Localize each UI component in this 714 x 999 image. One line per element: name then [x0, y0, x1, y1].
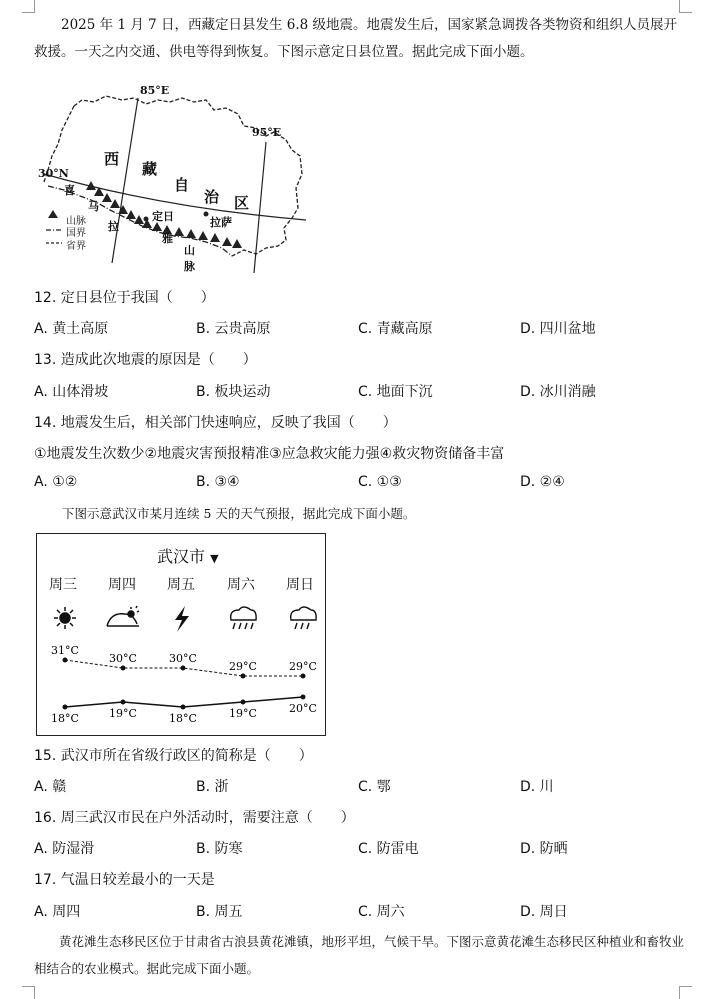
day-label: 周五 — [167, 577, 195, 593]
corner-mark — [22, 986, 35, 999]
q15-option-a[interactable]: A. 赣 — [34, 779, 67, 795]
forecast-graphic — [37, 534, 325, 735]
corner-mark — [679, 986, 692, 999]
rain-icon — [231, 607, 256, 629]
sun-icon — [54, 607, 76, 629]
low-temp-label: 20°C — [289, 702, 317, 715]
region-label-char: 区 — [234, 194, 250, 212]
q13-option-c[interactable]: C. 地面下沉 — [358, 384, 433, 400]
dropdown-arrow-icon[interactable]: ▼ — [210, 552, 219, 565]
city-name: 武汉市 — [157, 547, 206, 566]
mountain-label-char: 脉 — [184, 260, 195, 273]
q12-option-d[interactable]: D. 四川盆地 — [520, 321, 596, 337]
region-label-char: 藏 — [142, 160, 158, 178]
q17-option-c[interactable]: C. 周六 — [358, 904, 405, 920]
dingri-label: 定日 — [152, 210, 174, 223]
low-temp-point — [181, 705, 186, 710]
q17-option-d[interactable]: D. 周日 — [520, 904, 568, 920]
lhasa-dot — [204, 212, 209, 217]
question-15: 15. 武汉市所在省级行政区的简称是（ ） — [34, 748, 313, 764]
high-temp-point — [301, 674, 306, 679]
mountain-label-char: 喜 — [64, 184, 75, 197]
lightning-icon — [175, 606, 189, 632]
dingri-dot — [144, 217, 149, 222]
lon-95-label: 95°E — [252, 126, 282, 139]
q14-option-d[interactable]: D. ②④ — [520, 474, 565, 490]
question-16: 16. 周三武汉市民在户外活动时，需要注意（ ） — [34, 810, 355, 826]
legend-border-label: 国界 — [66, 228, 86, 239]
legend-mountain-label: 山脉 — [66, 216, 86, 227]
high-temp-point — [241, 674, 246, 679]
q14-option-a[interactable]: A. ①② — [34, 474, 78, 490]
intro-paragraph-3: 黄花滩生态移民区位于甘肃省古浪县黄花滩镇，地形平坦，气候干旱。下图示意黄花滩生态移民区种植业和畜牧业相结合的农业模式。据此完成下面小题。 — [34, 934, 685, 976]
low-temp-label: 18°C — [169, 712, 197, 725]
low-temp-label: 18°C — [51, 712, 79, 725]
lat-30-label: 30°N — [38, 167, 69, 180]
low-temp-point — [121, 700, 126, 705]
day-label: 周三 — [49, 577, 77, 593]
question-12: 12. 定日县位于我国（ ） — [34, 290, 215, 306]
high-temp-point — [121, 666, 126, 671]
low-temp-point — [63, 705, 68, 710]
q15-option-b[interactable]: B. 浙 — [196, 779, 229, 795]
day-label: 周四 — [108, 577, 136, 593]
region-label-char: 自 — [174, 176, 190, 194]
q12-option-a[interactable]: A. 黄土高原 — [34, 321, 109, 337]
map-legend — [46, 210, 62, 243]
high-temp-point — [63, 658, 68, 663]
low-temp-label: 19°C — [109, 707, 137, 720]
q15-option-c[interactable]: C. 鄂 — [358, 779, 391, 795]
mountain-label-char: 拉 — [108, 220, 119, 233]
lhasa-label: 拉萨 — [210, 216, 232, 229]
mountain-label-char: 山 — [184, 244, 195, 257]
meridian-85 — [112, 98, 138, 263]
partly-cloudy-icon — [107, 606, 139, 626]
day-label: 周六 — [227, 577, 255, 593]
lon-85-label: 85°E — [140, 84, 170, 97]
legend-province-label: 省界 — [66, 241, 86, 252]
q16-option-b[interactable]: B. 防寒 — [196, 841, 243, 857]
question-14-statements: ①地震发生次数少②地震灾害预报精准③应急救灾能力强④救灾物资储备丰富 — [34, 446, 505, 462]
q14-option-c[interactable]: C. ①③ — [358, 474, 402, 490]
high-temp-label: 30°C — [169, 652, 197, 665]
q17-option-b[interactable]: B. 周五 — [196, 904, 243, 920]
high-temp-label: 30°C — [109, 652, 137, 665]
mountain-label-char: 雅 — [162, 232, 173, 245]
high-temp-label: 29°C — [289, 660, 317, 673]
q14-option-b[interactable]: B. ③④ — [196, 474, 240, 490]
q12-option-b[interactable]: B. 云贵高原 — [196, 321, 271, 337]
intro-paragraph-2: 下图示意武汉市某月连续 5 天的天气预报，据此完成下面小题。 — [62, 506, 416, 521]
question-17: 17. 气温日较差最小的一天是 — [34, 872, 215, 888]
q12-option-c[interactable]: C. 青藏高原 — [358, 321, 433, 337]
q15-option-d[interactable]: D. 川 — [520, 779, 554, 795]
intro-paragraph-1: 2025 年 1 月 7 日，西藏定日县发生 6.8 级地震。地震发生后，国家紧急调拨各类物资和组织人员展开救援。一天之内交通、供电等得到恢复。下图示意定日县位置。据此完成下面小题。 — [34, 17, 678, 60]
q13-option-d[interactable]: D. 冰川消融 — [520, 384, 596, 400]
temperature-chart — [51, 644, 317, 725]
q16-option-a[interactable]: A. 防湿滑 — [34, 841, 95, 857]
low-temp-point — [301, 695, 306, 700]
q16-option-c[interactable]: C. 防雷电 — [358, 841, 419, 857]
region-label-char: 治 — [204, 188, 220, 206]
low-temp-point — [241, 700, 246, 705]
q13-option-a[interactable]: A. 山体滑坡 — [34, 384, 109, 400]
weather-forecast-panel — [36, 533, 326, 736]
q13-option-b[interactable]: B. 板块运动 — [196, 384, 271, 400]
question-13: 13. 造成此次地震的原因是（ ） — [34, 352, 257, 368]
day-label: 周日 — [286, 577, 314, 593]
meridian-95 — [254, 142, 266, 273]
high-temp-label: 31°C — [51, 644, 79, 657]
q16-option-d[interactable]: D. 防晒 — [520, 841, 568, 857]
tibet-location-map — [34, 78, 324, 278]
region-label-char: 西 — [104, 150, 120, 168]
rain-icon — [291, 607, 316, 629]
mountain-label-char: 马 — [88, 200, 99, 213]
question-14: 14. 地震发生后，相关部门快速响应，反映了我国（ ） — [34, 415, 397, 431]
low-temp-label: 19°C — [229, 707, 257, 720]
q17-option-a[interactable]: A. 周四 — [34, 904, 81, 920]
high-temp-point — [181, 666, 186, 671]
high-temp-label: 29°C — [229, 660, 257, 673]
